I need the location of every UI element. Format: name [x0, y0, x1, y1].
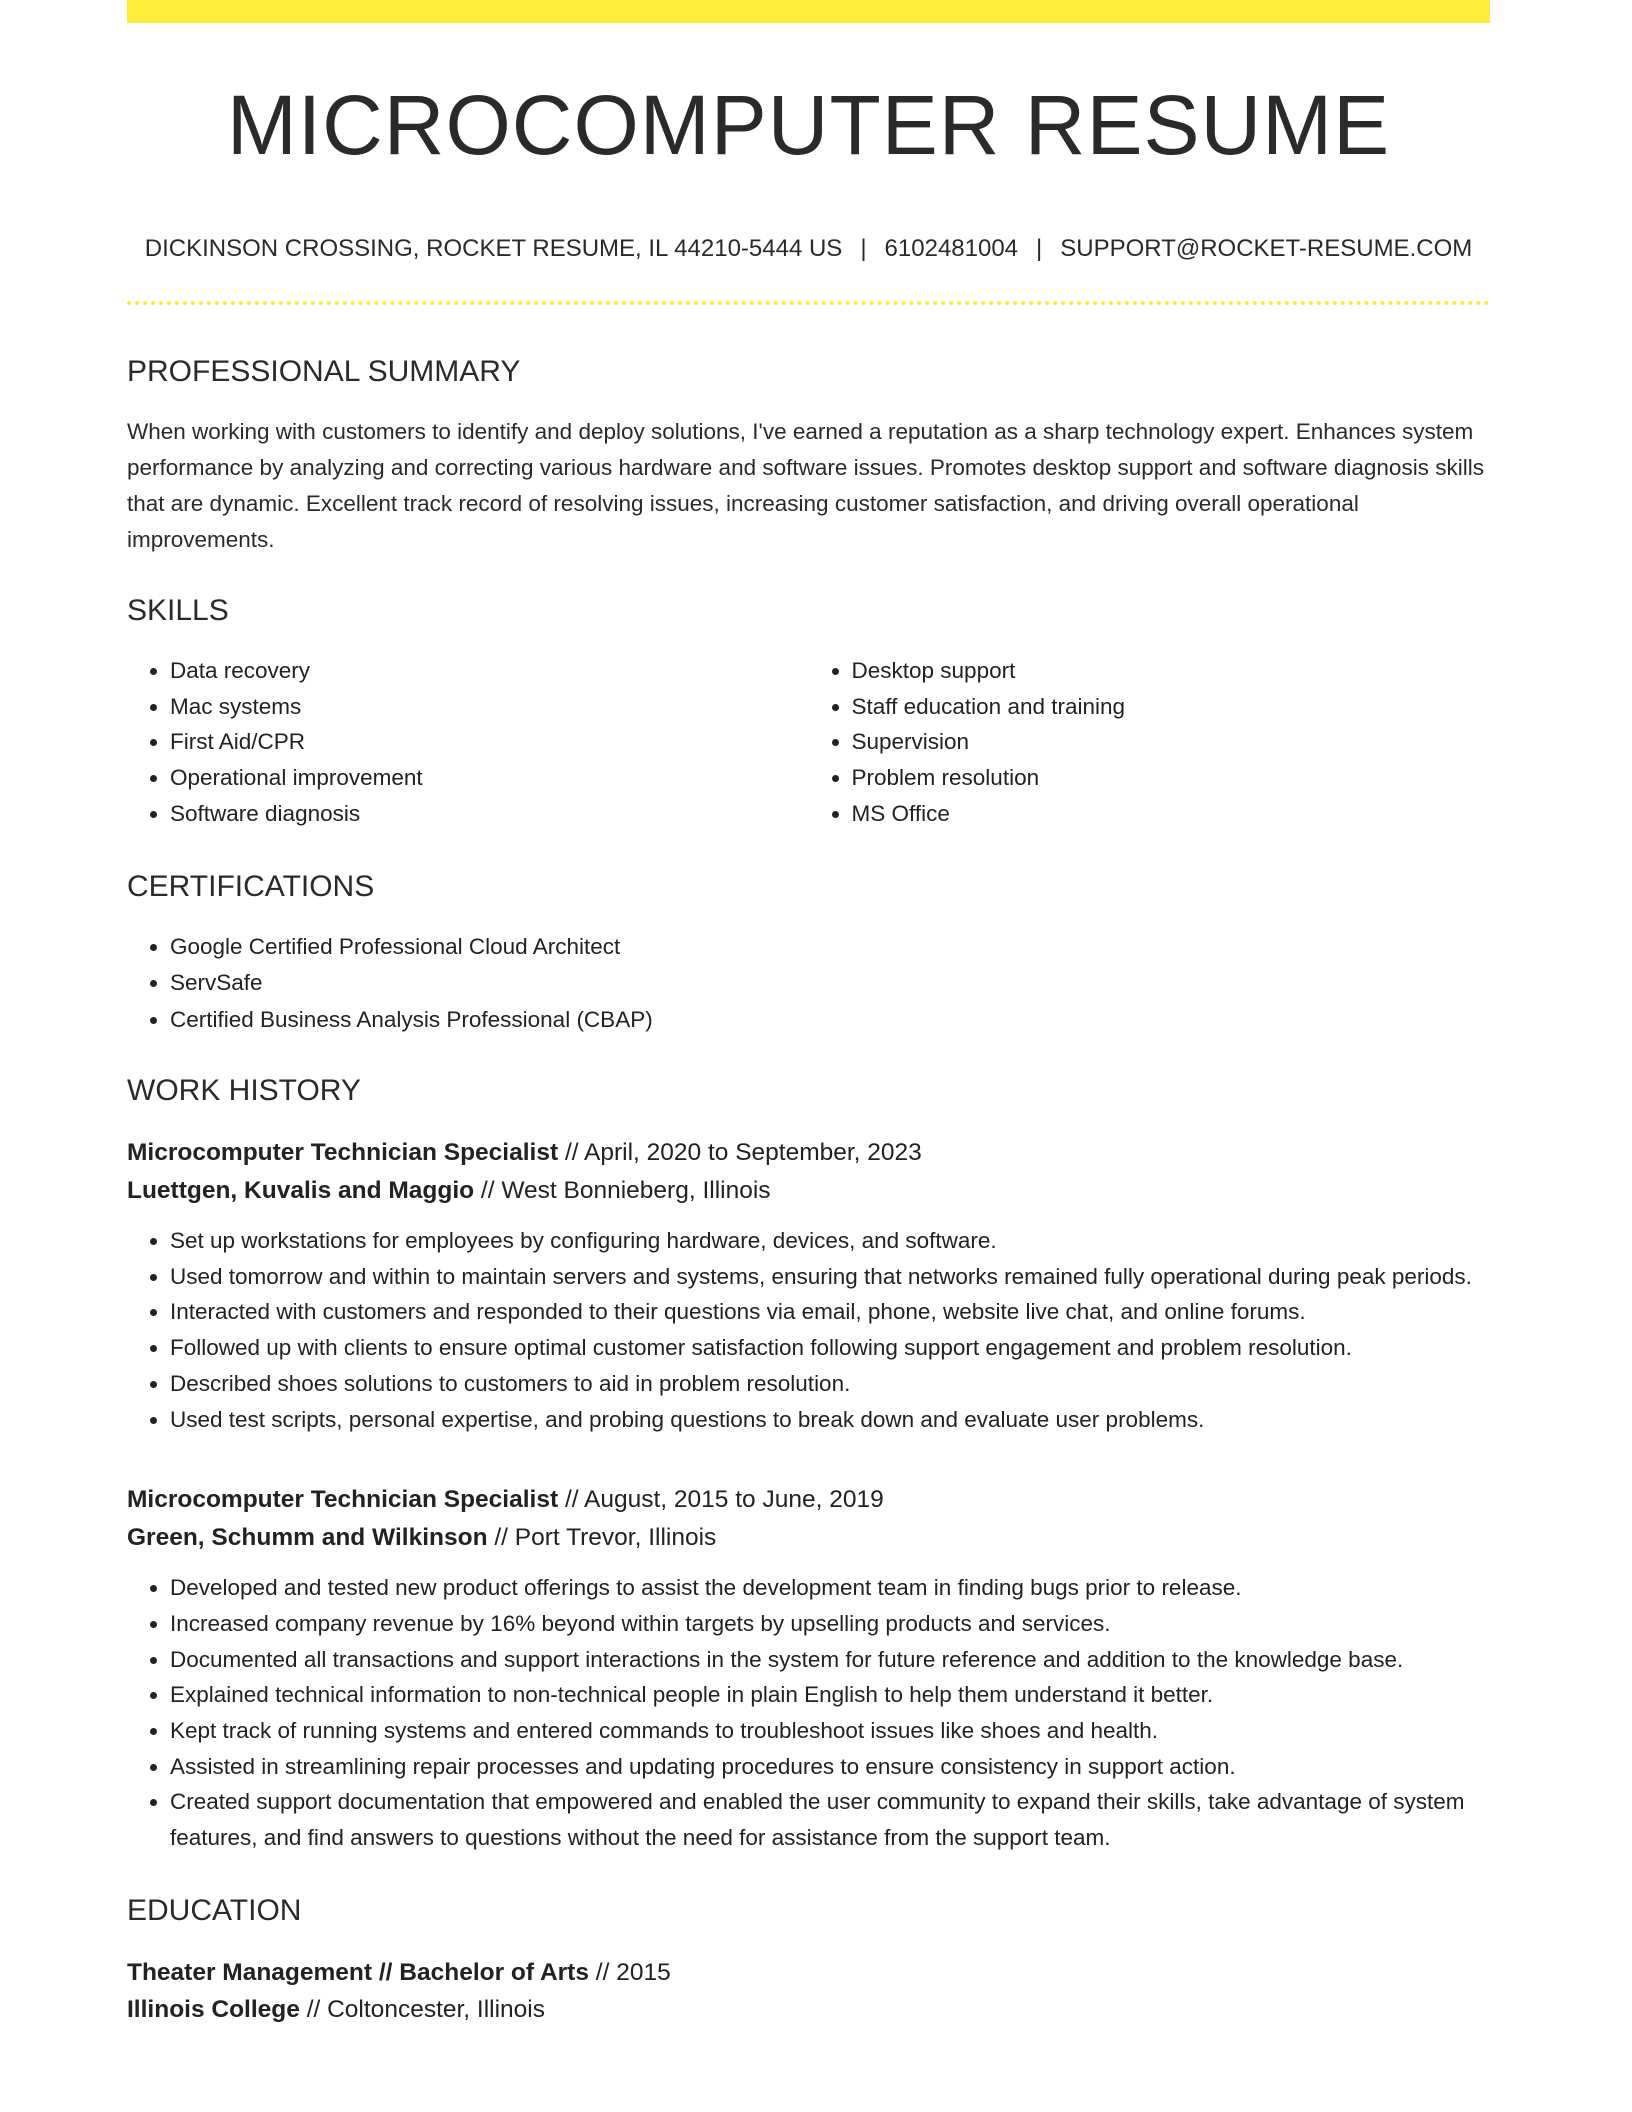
- certification-item: • ServSafe: [170, 965, 1490, 1002]
- skill-item: • Software diagnosis: [170, 796, 809, 832]
- job-company: Luettgen, Kuvalis and Maggio: [127, 1176, 475, 1204]
- education-degree-line: [127, 1954, 1490, 1992]
- skills-list: [127, 653, 1490, 832]
- contact-line: [127, 237, 1490, 261]
- job-title-line: [127, 1134, 1490, 1172]
- contact-phone: 6102481004: [884, 235, 1019, 262]
- certifications-list: [127, 929, 1490, 1039]
- job-bullet: • Described shoes solutions to customers to aid in problem resolution.: [170, 1366, 1490, 1402]
- job-entry: [127, 1481, 1490, 1856]
- contact-separator: |: [1036, 235, 1043, 262]
- job-bullet: • Increased company revenue by 16% beyond within targets by upselling products and services.: [170, 1606, 1490, 1642]
- skill-item: • Operational improvement: [170, 760, 809, 796]
- job-bullets: [127, 1223, 1490, 1437]
- job-company: Green, Schumm and Wilkinson: [127, 1523, 488, 1551]
- job-bullet: • Developed and tested new product offerings to assist the development team in finding bugs prior to release.: [170, 1570, 1490, 1606]
- job-title: Microcomputer Technician Specialist: [127, 1486, 559, 1514]
- certification-item: • Certified Business Analysis Professional (CBAP): [170, 1002, 1490, 1039]
- skill-item: • First Aid/CPR: [170, 724, 809, 760]
- work-history-heading: WORK HISTORY: [127, 1074, 361, 1108]
- skill-item: • Mac systems: [170, 689, 809, 725]
- job-company-line: [127, 1519, 1490, 1557]
- dotted-divider: [127, 301, 1490, 305]
- job-bullet: • Kept track of running systems and entered commands to troubleshoot issues like shoes and health.: [170, 1713, 1490, 1749]
- job-title-line: [127, 1481, 1490, 1519]
- contact-address: DICKINSON CROSSING, ROCKET RESUME, IL 44210-5444 US: [144, 235, 843, 262]
- education-year: // 2015: [588, 1958, 671, 1986]
- top-accent-bar: [127, 0, 1490, 23]
- education-heading: EDUCATION: [127, 1893, 302, 1927]
- job-bullet: • Interacted with customers and responded to their questions via email, phone, website live chat, and online forums.: [170, 1294, 1490, 1330]
- skill-item: • Desktop support: [852, 653, 1491, 689]
- education-school-line: [127, 1991, 1490, 2029]
- job-bullet: • Set up workstations for employees by configuring hardware, devices, and software.: [170, 1223, 1490, 1259]
- skill-item: • Data recovery: [170, 653, 809, 689]
- skills-heading: SKILLS: [127, 594, 229, 627]
- job-bullet: • Used test scripts, personal expertise, and probing questions to break down and evaluate user problems.: [170, 1402, 1490, 1438]
- job-location: // Port Trevor, Illinois: [487, 1523, 717, 1551]
- job-bullet: • Explained technical information to non-technical people in plain English to help them understand it better.: [170, 1677, 1490, 1713]
- skill-item: • Supervision: [852, 724, 1491, 760]
- job-entry: [127, 1134, 1490, 1437]
- contact-email: SUPPORT@ROCKET-RESUME.COM: [1060, 235, 1473, 262]
- education-location: // Coltoncester, Illinois: [299, 1996, 545, 2024]
- education-school: Illinois College: [127, 1996, 300, 2024]
- job-bullet: • Assisted in streamlining repair processes and updating procedures to ensure consistency in support action.: [170, 1749, 1490, 1785]
- education-entry: [127, 1954, 1490, 2029]
- education-degree: Theater Management // Bachelor of Arts: [127, 1958, 589, 1986]
- job-bullet: • Followed up with clients to ensure optimal customer satisfaction following support engagement and problem resolution.: [170, 1330, 1490, 1366]
- job-title: Microcomputer Technician Specialist: [127, 1139, 559, 1167]
- skills-column-left: [127, 653, 809, 832]
- job-dates: // April, 2020 to September, 2023: [558, 1139, 922, 1167]
- certifications-heading: CERTIFICATIONS: [127, 869, 375, 903]
- resume-page: [127, 0, 1490, 2029]
- resume-title: MICROCOMPUTER RESUME: [226, 78, 1391, 172]
- skill-item: • MS Office: [852, 796, 1491, 832]
- job-bullet: • Created support documentation that empowered and enabled the user community to expand their skills, take advantage of system features, and find answers to questions without the need for assistance from the support team.: [170, 1784, 1490, 1855]
- job-bullets: [127, 1570, 1490, 1856]
- job-bullet: • Documented all transactions and support interactions in the system for future reference and addition to the knowledge base.: [170, 1642, 1490, 1678]
- skills-column-right: [809, 653, 1491, 832]
- skill-item: • Staff education and training: [852, 689, 1491, 725]
- certification-item: • Google Certified Professional Cloud Architect: [170, 929, 1490, 966]
- job-bullet: • Used tomorrow and within to maintain servers and systems, ensuring that networks remained fully operational during peak periods.: [170, 1259, 1490, 1295]
- summary-heading: PROFESSIONAL SUMMARY: [127, 355, 521, 388]
- job-dates: // August, 2015 to June, 2019: [558, 1486, 884, 1514]
- skill-item: • Problem resolution: [852, 760, 1491, 796]
- job-location: // West Bonnieberg, Illinois: [474, 1176, 771, 1204]
- job-company-line: [127, 1172, 1490, 1210]
- contact-separator: |: [860, 235, 867, 262]
- summary-text: When working with customers to identify and deploy solutions, I've earned a reputation as a sharp technology expert. Enhances system performance by analyzing and correcting various hardware and software issues. Promotes desktop support and software diagnosis skills that are dynamic. Excellent track record of resolving issues, increasing customer satisfaction, and driving overall operational improvements.: [127, 419, 1484, 552]
